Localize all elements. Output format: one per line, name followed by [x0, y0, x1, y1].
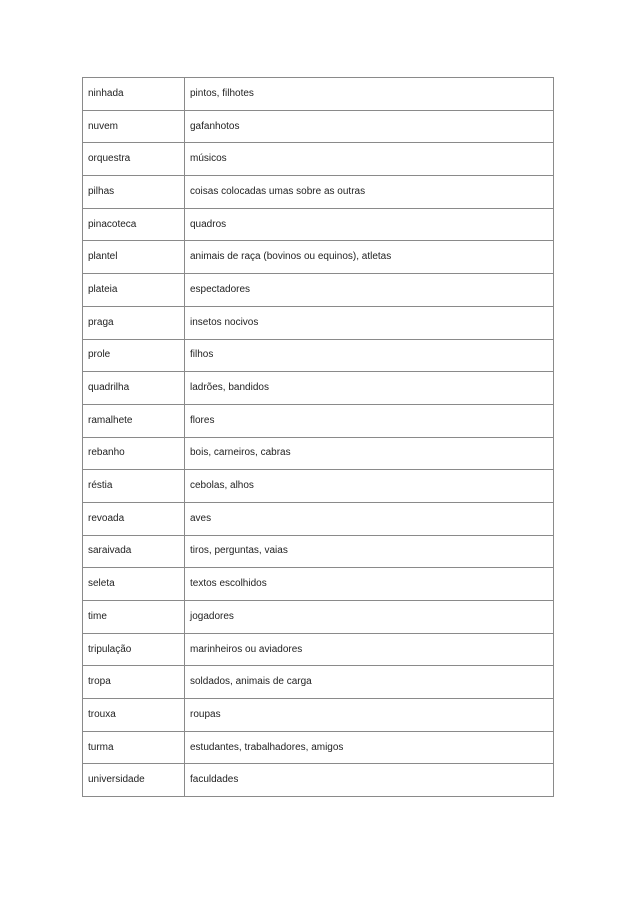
term-cell: rebanho	[83, 437, 185, 470]
term-cell: pinacoteca	[83, 208, 185, 241]
term-cell: plantel	[83, 241, 185, 274]
term-cell: saraivada	[83, 535, 185, 568]
table-row	[83, 502, 554, 535]
table-row	[83, 110, 554, 143]
term-cell: pilhas	[83, 176, 185, 209]
table-row	[83, 699, 554, 732]
term-cell: universidade	[83, 764, 185, 797]
table-row	[83, 601, 554, 634]
definition-cell: roupas	[185, 699, 554, 732]
collective-nouns-table	[82, 77, 554, 797]
table-row	[83, 535, 554, 568]
definition-cell: tiros, perguntas, vaias	[185, 535, 554, 568]
table-body	[83, 78, 554, 797]
term-cell: ramalhete	[83, 404, 185, 437]
table-row	[83, 339, 554, 372]
definition-cell: aves	[185, 502, 554, 535]
term-cell: trouxa	[83, 699, 185, 732]
table-row	[83, 78, 554, 111]
definition-cell: estudantes, trabalhadores, amigos	[185, 731, 554, 764]
table-row	[83, 372, 554, 405]
term-cell: tropa	[83, 666, 185, 699]
table-row	[83, 274, 554, 307]
term-cell: réstia	[83, 470, 185, 503]
table-row	[83, 633, 554, 666]
definition-cell: jogadores	[185, 601, 554, 634]
table-row	[83, 241, 554, 274]
definition-cell: pintos, filhotes	[185, 78, 554, 111]
term-cell: turma	[83, 731, 185, 764]
definition-cell: marinheiros ou aviadores	[185, 633, 554, 666]
definition-cell: soldados, animais de carga	[185, 666, 554, 699]
table-row	[83, 731, 554, 764]
table-row	[83, 437, 554, 470]
term-cell: nuvem	[83, 110, 185, 143]
table-row	[83, 208, 554, 241]
table-row	[83, 470, 554, 503]
definition-cell: coisas colocadas umas sobre as outras	[185, 176, 554, 209]
definition-cell: ladrões, bandidos	[185, 372, 554, 405]
term-cell: praga	[83, 306, 185, 339]
definition-cell: espectadores	[185, 274, 554, 307]
definition-cell: faculdades	[185, 764, 554, 797]
definition-cell: músicos	[185, 143, 554, 176]
definition-cell: cebolas, alhos	[185, 470, 554, 503]
definition-cell: bois, carneiros, cabras	[185, 437, 554, 470]
table-row	[83, 176, 554, 209]
term-cell: orquestra	[83, 143, 185, 176]
definition-cell: flores	[185, 404, 554, 437]
table-row	[83, 143, 554, 176]
definition-cell: quadros	[185, 208, 554, 241]
term-cell: revoada	[83, 502, 185, 535]
term-cell: plateia	[83, 274, 185, 307]
term-cell: tripulação	[83, 633, 185, 666]
term-cell: prole	[83, 339, 185, 372]
term-cell: quadrilha	[83, 372, 185, 405]
definition-cell: animais de raça (bovinos ou equinos), atletas	[185, 241, 554, 274]
term-cell: ninhada	[83, 78, 185, 111]
table-row	[83, 404, 554, 437]
table-row	[83, 764, 554, 797]
table-row	[83, 666, 554, 699]
definition-cell: gafanhotos	[185, 110, 554, 143]
table-row	[83, 306, 554, 339]
definition-cell: insetos nocivos	[185, 306, 554, 339]
definition-cell: textos escolhidos	[185, 568, 554, 601]
term-cell: seleta	[83, 568, 185, 601]
definition-cell: filhos	[185, 339, 554, 372]
term-cell: time	[83, 601, 185, 634]
table-row	[83, 568, 554, 601]
